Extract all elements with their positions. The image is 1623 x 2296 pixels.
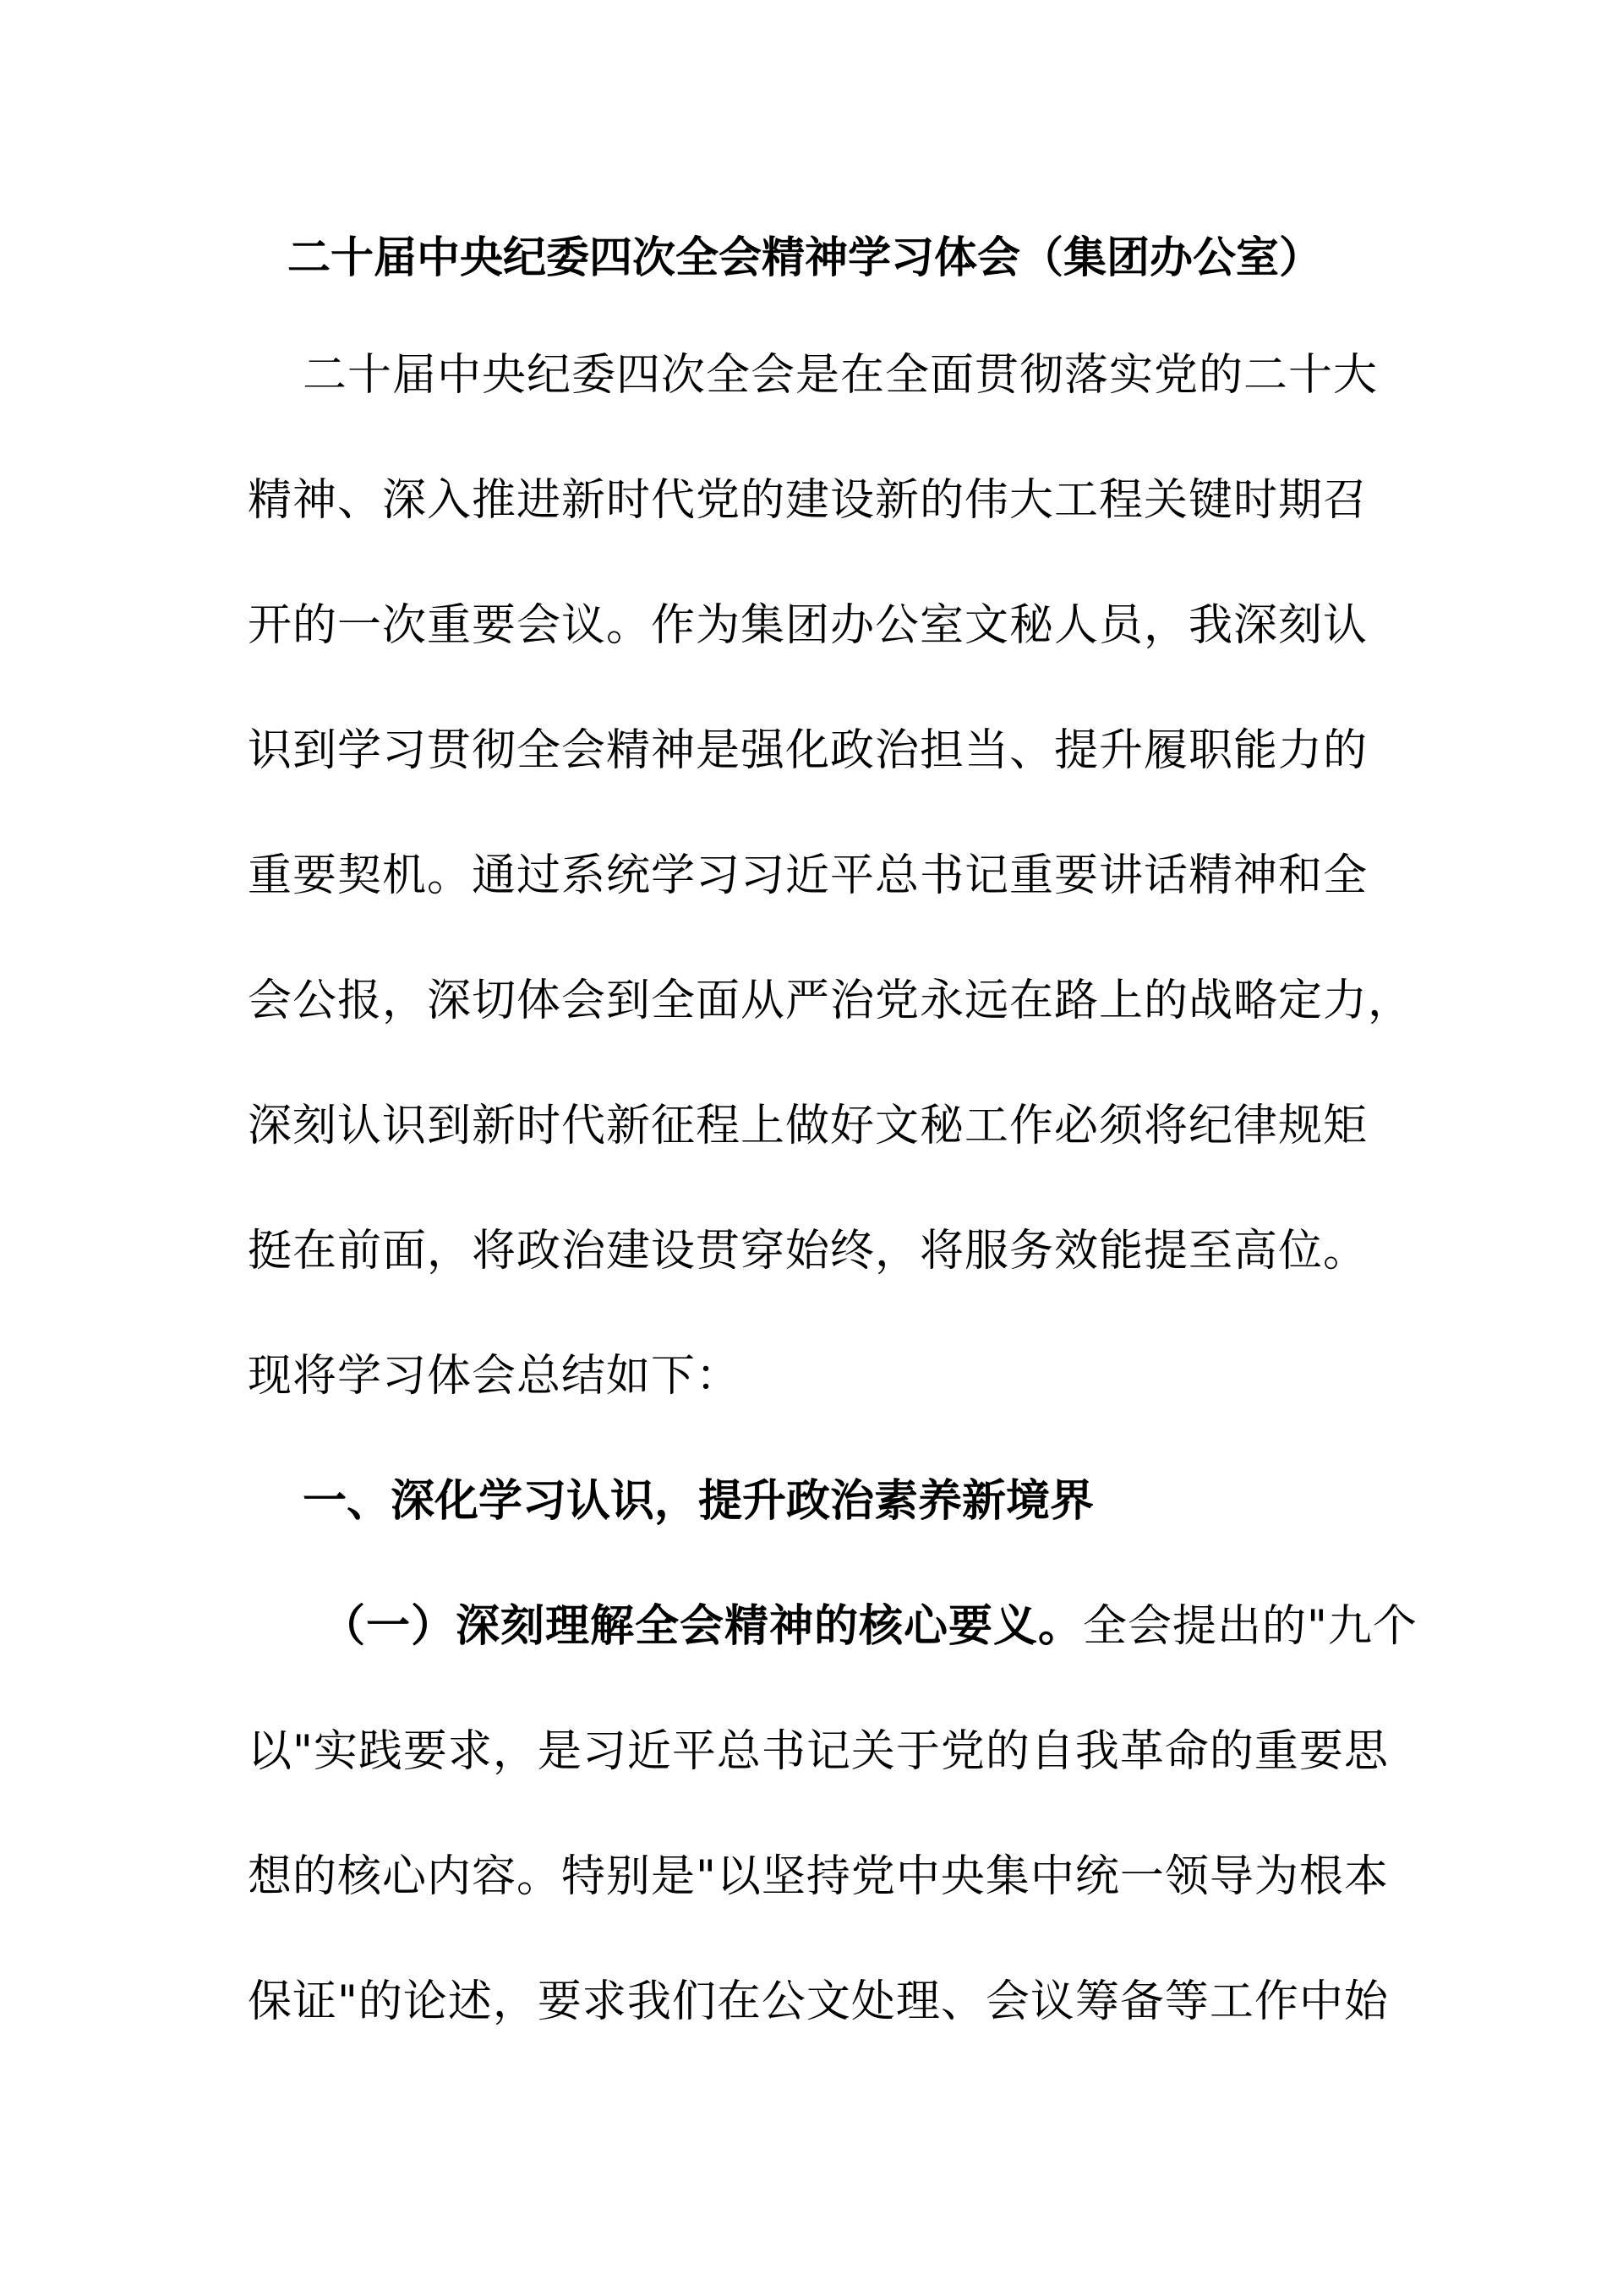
document-title: 二十届中央纪委四次全会精神学习体会（集团办公室） bbox=[287, 233, 1323, 283]
paragraph-line: 以"实践要求，是习近平总书记关于党的自我革命的重要思 bbox=[248, 1726, 1389, 1777]
paragraph-line: 开的一次重要会议。作为集团办公室文秘人员，我深刻认 bbox=[248, 600, 1369, 651]
paragraph-line: 想的核心内容。特别是"以坚持党中央集中统一领导为根本 bbox=[248, 1851, 1389, 1902]
subsection-heading: （一）深刻理解全会精神的核心要义。 bbox=[321, 1601, 1084, 1652]
paragraph-line: 精神、深入推进新时代党的建设新的伟大工程关键时期召 bbox=[248, 475, 1369, 526]
subsection-text: 全会提出的"九个 bbox=[1083, 1601, 1418, 1652]
paragraph-line: 深刻认识到新时代新征程上做好文秘工作必须将纪律规矩 bbox=[248, 1101, 1369, 1151]
paragraph-line: 会公报，深切体会到全面从严治党永远在路上的战略定力， bbox=[248, 976, 1413, 1026]
paragraph-line: 保证"的论述，要求我们在公文处理、会议筹备等工作中始 bbox=[248, 1976, 1389, 2027]
paragraph-line: 挺在前面，将政治建设贯穿始终，将服务效能提至高位。 bbox=[248, 1226, 1369, 1276]
subsection-line bbox=[321, 1599, 1418, 1654]
section-heading: 一、深化学习认识，提升政治素养新境界 bbox=[303, 1476, 1095, 1527]
paragraph-line: 二十届中央纪委四次全会是在全面贯彻落实党的二十大 bbox=[303, 350, 1379, 401]
paragraph-line: 识到学习贯彻全会精神是强化政治担当、提升履职能力的 bbox=[248, 725, 1369, 776]
paragraph-line: 重要契机。通过系统学习习近平总书记重要讲话精神和全 bbox=[248, 850, 1369, 901]
paragraph-line: 现将学习体会总结如下： bbox=[248, 1351, 741, 1402]
